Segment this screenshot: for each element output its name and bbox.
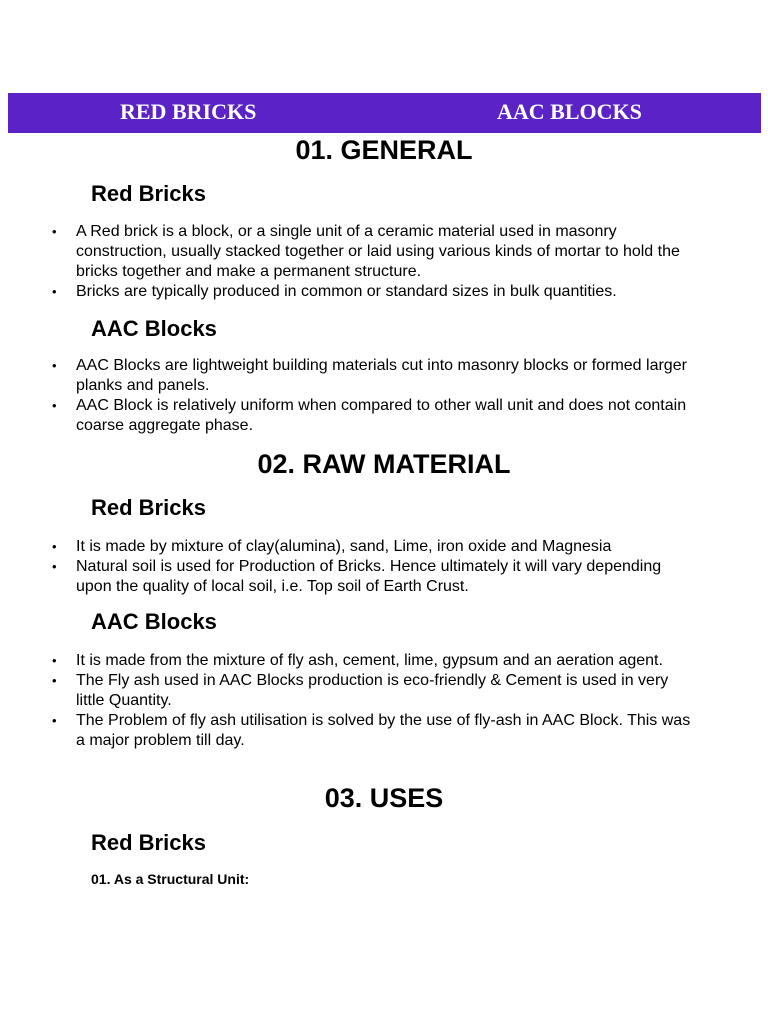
list-aac-blocks-raw: [0, 651, 700, 751]
banner-red-bricks: RED BRICKS: [120, 99, 257, 124]
list-item: • The Fly ash used in AAC Blocks production is eco-friendly & Cement is used in very little Quantity.: [0, 671, 700, 711]
list-item: • The Problem of fly ash utilisation is solved by the use of fly-ash in AAC Block. This was a major problem till day.: [0, 711, 700, 751]
list-red-bricks-raw: [0, 537, 700, 597]
list-item: • It is made from the mixture of fly ash, cement, lime, gypsum and an aeration agent.: [0, 651, 700, 671]
subheading-red-bricks-general: Red Bricks: [91, 181, 206, 206]
list-item: • A Red brick is a block, or a single unit of a ceramic material used in masonry construction, usually stacked together or laid using various kinds of mortar to hold the bricks together and make a permanent structure.: [0, 222, 700, 282]
section-title-raw-material: 02. RAW MATERIAL: [257, 449, 511, 479]
section-title-general: 01. GENERAL: [295, 135, 473, 165]
list-item: • AAC Block is relatively uniform when compared to other wall unit and does not contain coarse aggregate phase.: [0, 396, 700, 436]
banner-aac-blocks: AAC BLOCKS: [497, 99, 642, 124]
list-item: • Natural soil is used for Production of Bricks. Hence ultimately it will vary depending upon the quality of local soil, i.e. Top soil of Earth Crust.: [0, 557, 700, 597]
subheading-structural-unit: 01. As a Structural Unit:: [91, 871, 250, 887]
section-title-uses: 03. USES: [324, 783, 444, 813]
list-aac-blocks-general: [0, 356, 700, 436]
subheading-red-bricks-raw: Red Bricks: [91, 495, 206, 520]
subheading-aac-blocks-raw: AAC Blocks: [91, 609, 217, 634]
list-item: • Bricks are typically produced in common or standard sizes in bulk quantities.: [0, 282, 700, 302]
header-banner: [8, 93, 761, 133]
list-item: • It is made by mixture of clay(alumina), sand, Lime, iron oxide and Magnesia: [0, 537, 700, 557]
list-red-bricks-general: [0, 222, 700, 302]
subheading-aac-blocks-general: AAC Blocks: [91, 316, 217, 341]
list-item: • AAC Blocks are lightweight building materials cut into masonry blocks or formed larger planks and panels.: [0, 356, 700, 396]
subheading-red-bricks-uses: Red Bricks: [91, 830, 206, 855]
